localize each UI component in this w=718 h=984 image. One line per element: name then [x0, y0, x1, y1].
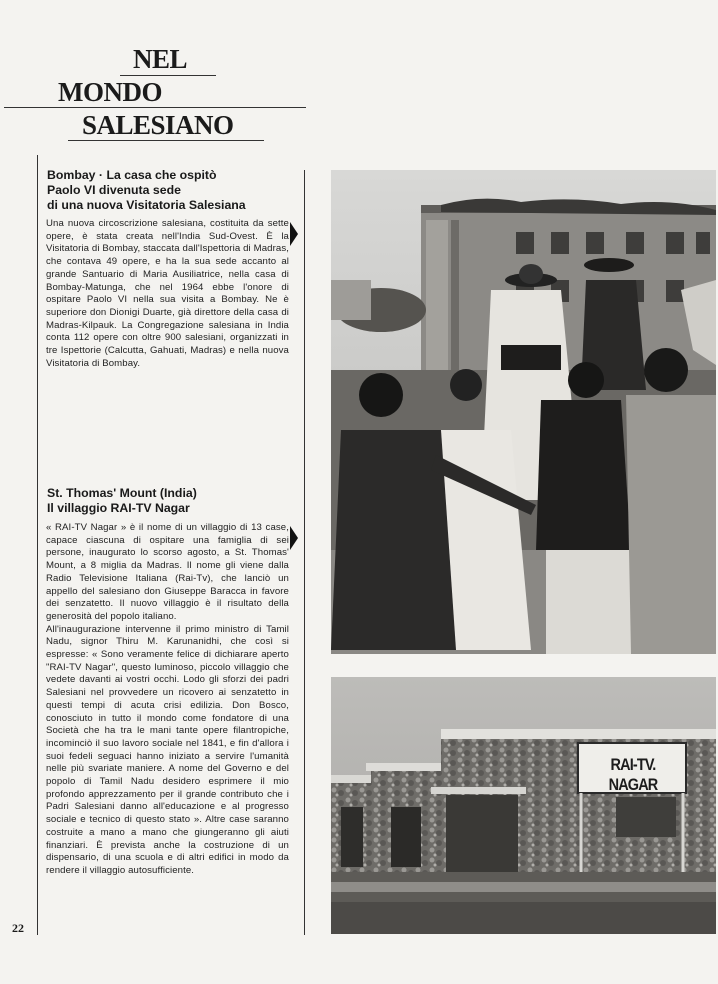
article2-headline — [47, 486, 297, 516]
procession-photo-image — [331, 170, 716, 654]
village-photo-image — [331, 677, 716, 934]
village-sign-text: RAI-TV. NAGAR — [608, 755, 658, 794]
title-rule-3 — [68, 140, 264, 141]
article2-paragraph1: « RAI-TV Nagar » è il nome di un villaggio di 13 case, capace ciascuna di ospitare una famiglia di sei persone, inaugurato lo scorso agosto, a St. Thomas' Mount, a 8 miglia da Madras. Il nome gli viene dalla Radio Televisione Italiana (Rai-Tv), che lanciò un appello del salesiano don Giuseppe Baracca in favore dei senzatetto. Il nuovo villaggio è il risultato della generosità del popolo italiano. — [46, 522, 289, 622]
article2-paragraph2: All'inaugurazione intervenne il primo ministro di Tamil Nadu, signor Thiru M. Karunanidhi, che così si espresse: « Sono veramente felice di dichiarare aperto "RAI-TV Nagar", questo luminoso, piccolo villaggio che vedete davanti ai vostri occhi. Lodo gli sforzi dei padri Salesiani nel provvedere un ricovero ai senzatetto in questi tempi di acuta crisi edilizia. Don Bosco, conosciuto in tutto il mondo come fondatore di una Società che ha tra le mani tante opere filantropiche, incominciò il suo lavoro sociale nel 1841, e fin d'allora i suoi fedeli seguaci hanno iniziato a servire l'umanità nelle più svariate maniere. A nome del Governo e del popolo di Tamil Nadu desidero esprimere il mio profondo apprezzamento per il grande contributo che i Padri Salesiani danno all'educazione e al progresso sociale e tecnico di questo stato ». Altre case saranno costruite a mano a mano che giungeranno gli aiuti finanziari. È prevista anche la costruzione di un dispensario, di una scuola e di altri edifici in modo da rendere il villaggio autosufficiente. — [46, 623, 289, 876]
article2-body — [46, 522, 289, 878]
page-number: 22 — [12, 921, 24, 935]
title-rule-2 — [4, 107, 306, 108]
right-column-rule — [304, 170, 305, 935]
photo-village — [331, 677, 716, 934]
article2-headline-line2: Il villaggio RAI-TV Nagar — [47, 501, 190, 515]
article1-headline-line2: Paolo VI divenuta sede — [47, 183, 181, 197]
article1-headline-line3: di una nuova Visitatoria Salesiana — [47, 198, 246, 212]
section-title-line1: NEL — [133, 44, 188, 74]
article1-body: Una nuova circoscrizione salesiana, costituita da sette opere, è stata creata nell'India Sud-Ovest. È la Visitatoria di Bombay, staccata dall'Ispettoria di Madras, che contava 49 opere, e ha la sua sede accanto al grande Santuario di Maria Ausiliatrice, nella casa di Bombay-Matunga, che nel 1964 ebbe l'onore di ospitare Paolo VI nella sua visita a Bombay. Ne è superiore don Dionigi Duarte, già direttore della casa di Madras-Kilpauk. La Congregazione salesiana in India conta 112 opere con oltre 900 salesiani, organizzati in tre Ispettorie (Calcutta, Gahuati, Madras) e nella nuova Visitatoria di Bombay. — [46, 218, 289, 369]
article2-headline-line1: St. Thomas' Mount (India) — [47, 486, 197, 500]
left-column-rule — [37, 155, 38, 935]
article1-headline — [47, 168, 297, 213]
section-title-line2: MONDO — [58, 77, 162, 107]
section-title-line3: SALESIANO — [82, 110, 234, 140]
title-rule-1 — [120, 75, 216, 76]
continue-arrow-2 — [290, 526, 298, 550]
photo-procession — [331, 170, 716, 654]
continue-arrow-1 — [290, 222, 298, 246]
article1-headline-line1: Bombay · La casa che ospitò — [47, 168, 217, 182]
